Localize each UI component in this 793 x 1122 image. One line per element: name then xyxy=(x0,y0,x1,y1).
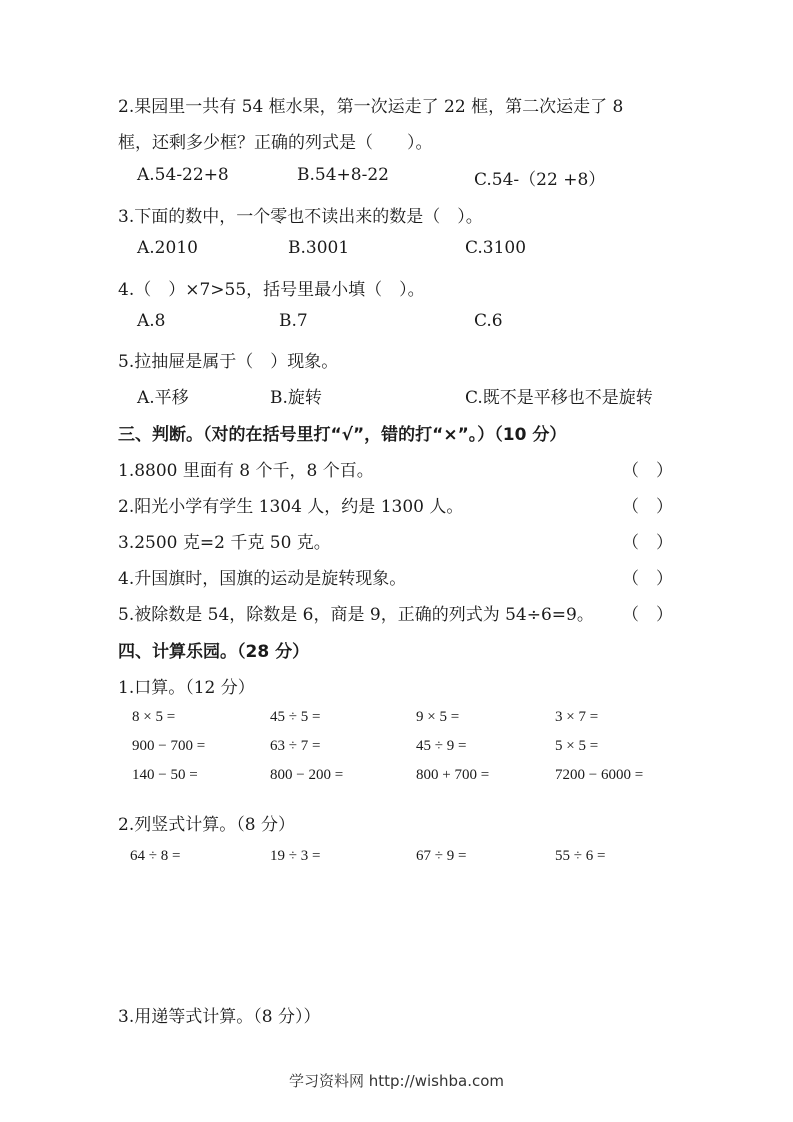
judge-item-4: 4.升国旗时，国旗的运动是旋转现象。 xyxy=(118,569,407,589)
q4-option-a: A.8 xyxy=(137,311,166,331)
q3-option-c: C.3100 xyxy=(465,238,527,258)
vertical-item-4: 55 ÷ 6 = xyxy=(555,848,606,864)
stepwise-calc-title: 3.用递等式计算。（8 分）） xyxy=(118,1007,321,1027)
q5-option-c: C.既不是平移也不是旋转 xyxy=(465,388,653,408)
oral-r2-c4: 5 × 5 = xyxy=(555,738,599,754)
oral-r1-c1: 8 × 5 = xyxy=(132,709,176,725)
q4-question: 4.（ ）×7>55，括号里最小填（ ）。 xyxy=(118,280,425,300)
judge-item-5: 5.被除数是 54，除数是 6，商是 9，正确的列式为 54÷6=9。 xyxy=(118,605,594,625)
q5-question: 5.拉抽屉是属于（ ）现象。 xyxy=(118,352,339,372)
judge-answer-4[interactable]: （ ） xyxy=(622,569,673,589)
oral-r3-c1: 140 − 50 = xyxy=(132,767,198,783)
vertical-item-3: 67 ÷ 9 = xyxy=(416,848,467,864)
oral-r2-c3: 45 ÷ 9 = xyxy=(416,738,467,754)
judge-item-3: 3.2500 克=2 千克 50 克。 xyxy=(118,533,331,553)
q2-option-b: B.54+8-22 xyxy=(297,165,389,185)
oral-r2-c1: 900 − 700 = xyxy=(132,738,206,754)
oral-r2-c2: 63 ÷ 7 = xyxy=(270,738,321,754)
footer-watermark: 学习资料网 http://wishba.com xyxy=(289,1072,504,1090)
judge-answer-5[interactable]: （ ） xyxy=(622,605,673,625)
q2-line2: 框，还剩多少框？正确的列式是（ ）。 xyxy=(118,133,433,153)
judge-item-1: 1.8800 里面有 8 个千，8 个百。 xyxy=(118,461,374,481)
judge-answer-3[interactable]: （ ） xyxy=(622,533,673,553)
q4-option-b: B.7 xyxy=(279,311,308,331)
oral-r1-c2: 45 ÷ 5 = xyxy=(270,709,321,725)
q2-option-c: C.54-（22 +8） xyxy=(474,170,606,190)
q5-option-b: B.旋转 xyxy=(270,388,322,408)
judge-answer-2[interactable]: （ ） xyxy=(622,497,673,517)
q4-option-c: C.6 xyxy=(474,311,503,331)
q2-option-a: A.54-22+8 xyxy=(137,165,229,185)
oral-r3-c3: 800 + 700 = xyxy=(416,767,490,783)
vertical-item-2: 19 ÷ 3 = xyxy=(270,848,321,864)
judge-item-2: 2.阳光小学有学生 1304 人，约是 1300 人。 xyxy=(118,497,464,517)
section4-heading: 四、计算乐园。（28 分） xyxy=(118,642,310,662)
oral-r3-c2: 800 − 200 = xyxy=(270,767,344,783)
judge-answer-1[interactable]: （ ） xyxy=(622,461,673,481)
section3-heading: 三、判断。（对的在括号里打“√”，错的打“×”。）（10 分） xyxy=(118,425,567,445)
q2-line1: 2.果园里一共有 54 框水果，第一次运走了 22 框，第二次运走了 8 xyxy=(118,97,624,117)
q3-question: 3.下面的数中，一个零也不读出来的数是（ ）。 xyxy=(118,207,483,227)
oral-r1-c3: 9 × 5 = xyxy=(416,709,460,725)
vertical-item-1: 64 ÷ 8 = xyxy=(130,848,181,864)
q3-option-b: B.3001 xyxy=(288,238,350,258)
oral-r3-c4: 7200 − 6000 = xyxy=(555,767,644,783)
oral-calc-title: 1.口算。（12 分） xyxy=(118,678,255,698)
q3-option-a: A.2010 xyxy=(137,238,198,258)
q5-option-a: A.平移 xyxy=(137,388,189,408)
oral-r1-c4: 3 × 7 = xyxy=(555,709,599,725)
vertical-calc-title: 2.列竖式计算。（8 分） xyxy=(118,815,295,835)
